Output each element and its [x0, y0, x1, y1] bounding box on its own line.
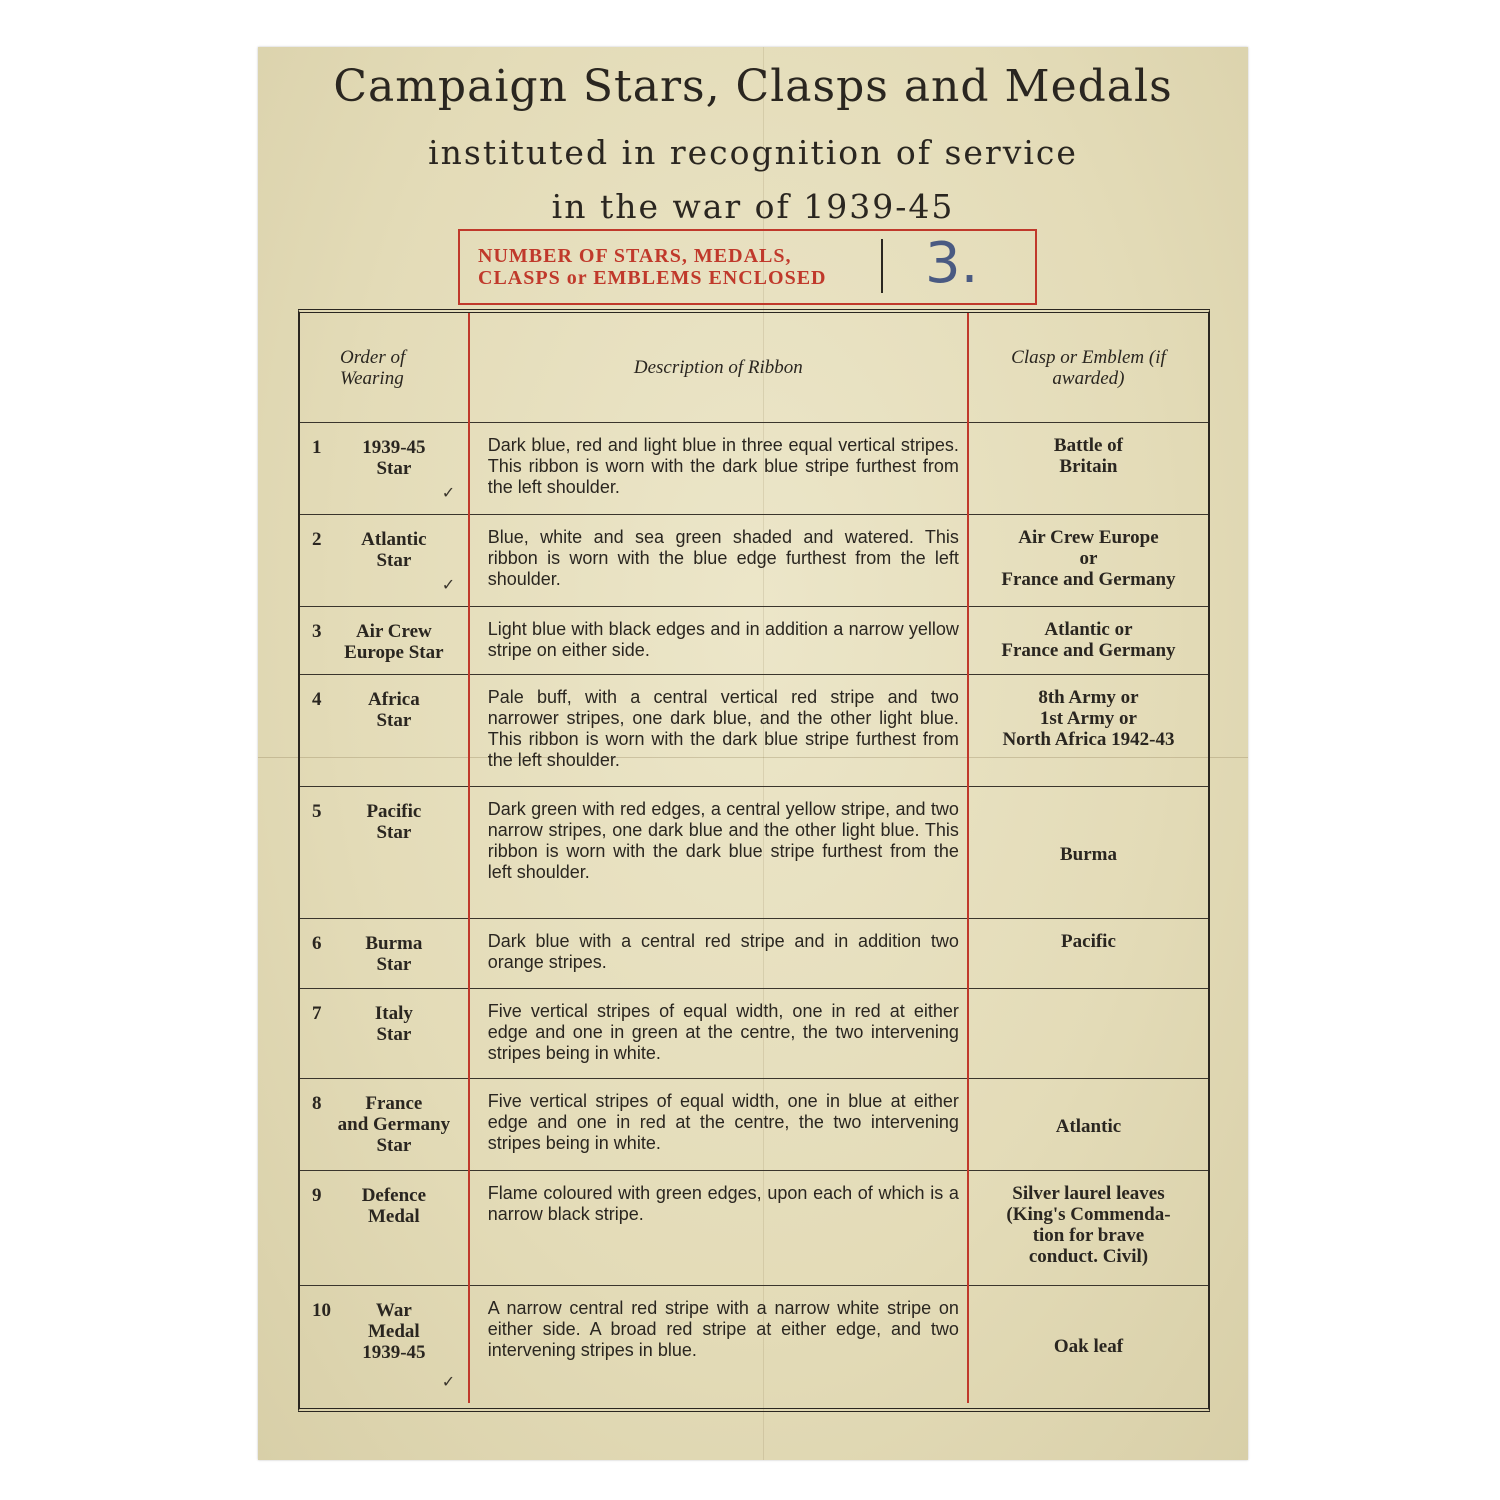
order-number: 9: [312, 1185, 322, 1206]
order-number: 1: [312, 437, 322, 458]
table-row: [300, 1286, 1208, 1403]
document-subtitle-line-1: instituted in recognition of service: [428, 133, 1078, 172]
order-number: 5: [312, 801, 322, 822]
table-row: [300, 675, 1208, 787]
award-name: Defence Medal: [361, 1185, 427, 1227]
order-cell: [300, 1079, 469, 1171]
table-row: [300, 423, 1208, 515]
awards-table: [298, 309, 1210, 1412]
order-number: 8: [312, 1093, 322, 1114]
order-cell: [300, 607, 469, 675]
order-number: 3: [312, 621, 322, 642]
clasp-or-emblem: Burma: [968, 787, 1208, 919]
table-header-row: [300, 313, 1208, 423]
ribbon-description: Light blue with black edges and in addition a narrow yellow stripe on either side.: [469, 607, 968, 675]
document-sheet: [258, 47, 1248, 1460]
header-clasp-or-emblem: Clasp or Emblem (if awarded): [968, 313, 1208, 423]
order-number: 4: [312, 689, 322, 710]
ribbon-description: Dark blue with a central red stripe and in addition two orange stripes.: [469, 919, 968, 989]
order-cell: [300, 515, 469, 607]
award-name: Atlantic Star: [361, 529, 427, 571]
ribbon-description: Five vertical stripes of equal width, one in red at either edge and one in green at the centre, the two intervening stripes being in white.: [469, 989, 968, 1079]
award-name: War Medal 1939-45: [362, 1300, 426, 1363]
award-name: Africa Star: [368, 689, 420, 731]
table-row: [300, 989, 1208, 1079]
award-name: Italy Star: [374, 1003, 413, 1045]
clasp-or-emblem: 8th Army or 1st Army or North Africa 1942-43: [968, 675, 1208, 787]
table-row: [300, 919, 1208, 989]
ribbon-description: Dark green with red edges, a central yellow stripe, and two narrow stripes, one dark blue and the other light blue. This ribbon is worn with the dark blue stripe furthest from the left shoulder.: [469, 787, 968, 919]
table-row: [300, 1079, 1208, 1171]
award-name: Burma Star: [365, 933, 423, 975]
table-row: [300, 787, 1208, 919]
order-number: 7: [312, 1003, 322, 1024]
enclosed-count-box: [458, 229, 1037, 305]
order-number: 2: [312, 529, 322, 550]
document-title: Campaign Stars, Clasps and Medals: [333, 61, 1173, 112]
header-description-of-ribbon: Description of Ribbon: [469, 313, 968, 423]
table-row: [300, 1171, 1208, 1286]
header-order-of-wearing: Order of Wearing: [340, 346, 406, 389]
order-cell: [300, 1286, 469, 1403]
ribbon-description: Dark blue, red and light blue in three equal vertical stripes. This ribbon is worn with the dark blue stripe furthest from the left shoulder.: [469, 423, 968, 515]
clasp-or-emblem: Battle of Britain: [968, 423, 1208, 515]
order-cell: [300, 919, 469, 989]
clasp-or-emblem: Atlantic: [968, 1079, 1208, 1171]
handwritten-tick-mark: ✓: [441, 483, 456, 502]
order-cell: [300, 423, 469, 515]
clasp-or-emblem: Pacific: [968, 919, 1208, 989]
award-name: Pacific Star: [366, 801, 422, 843]
clasp-or-emblem: [968, 989, 1208, 1079]
table-row: [300, 515, 1208, 607]
award-name: 1939-45 Star: [362, 437, 426, 479]
enclosed-count-handwritten-value: 3.: [925, 231, 979, 296]
clasp-or-emblem: Air Crew Europe or France and Germany: [968, 515, 1208, 607]
table-row: [300, 607, 1208, 675]
ribbon-description: Five vertical stripes of equal width, one in blue at either edge and one in red at the centre, the two intervening stripes being in white.: [469, 1079, 968, 1171]
ribbon-description: A narrow central red stripe with a narrow white stripe on either side. A broad red stripe at either edge, and two intervening stripes in blue.: [469, 1286, 968, 1403]
clasp-or-emblem: Silver laurel leaves (King's Commenda- tion for brave conduct. Civil): [968, 1171, 1208, 1286]
handwritten-tick-mark: ✓: [441, 575, 456, 594]
order-cell: [300, 989, 469, 1079]
clasp-or-emblem: Atlantic or France and Germany: [968, 607, 1208, 675]
handwritten-tick-mark: ✓: [441, 1371, 456, 1391]
ribbon-description: Blue, white and sea green shaded and watered. This ribbon is worn with the blue edge furthest from the left shoulder.: [469, 515, 968, 607]
order-number: 6: [312, 933, 322, 954]
enclosed-count-label: NUMBER OF STARS, MEDALS, CLASPS or EMBLEMS ENCLOSED: [478, 245, 827, 289]
order-cell: [300, 1171, 469, 1286]
ribbon-description: Pale buff, with a central vertical red stripe and two narrower stripes, one dark blue, and the other light blue. This ribbon is worn with the dark blue stripe furthest from the left shoulder.: [469, 675, 968, 787]
award-name: France and Germany Star: [337, 1093, 451, 1156]
count-box-divider: [881, 239, 883, 293]
award-name: Air Crew Europe Star: [344, 621, 444, 663]
order-number: 10: [312, 1300, 331, 1321]
clasp-or-emblem: Oak leaf: [968, 1286, 1208, 1403]
order-cell: [300, 675, 469, 787]
ribbon-description: Flame coloured with green edges, upon each of which is a narrow black stripe.: [469, 1171, 968, 1286]
order-cell: [300, 787, 469, 919]
document-subtitle-line-2: in the war of 1939-45: [551, 187, 955, 226]
